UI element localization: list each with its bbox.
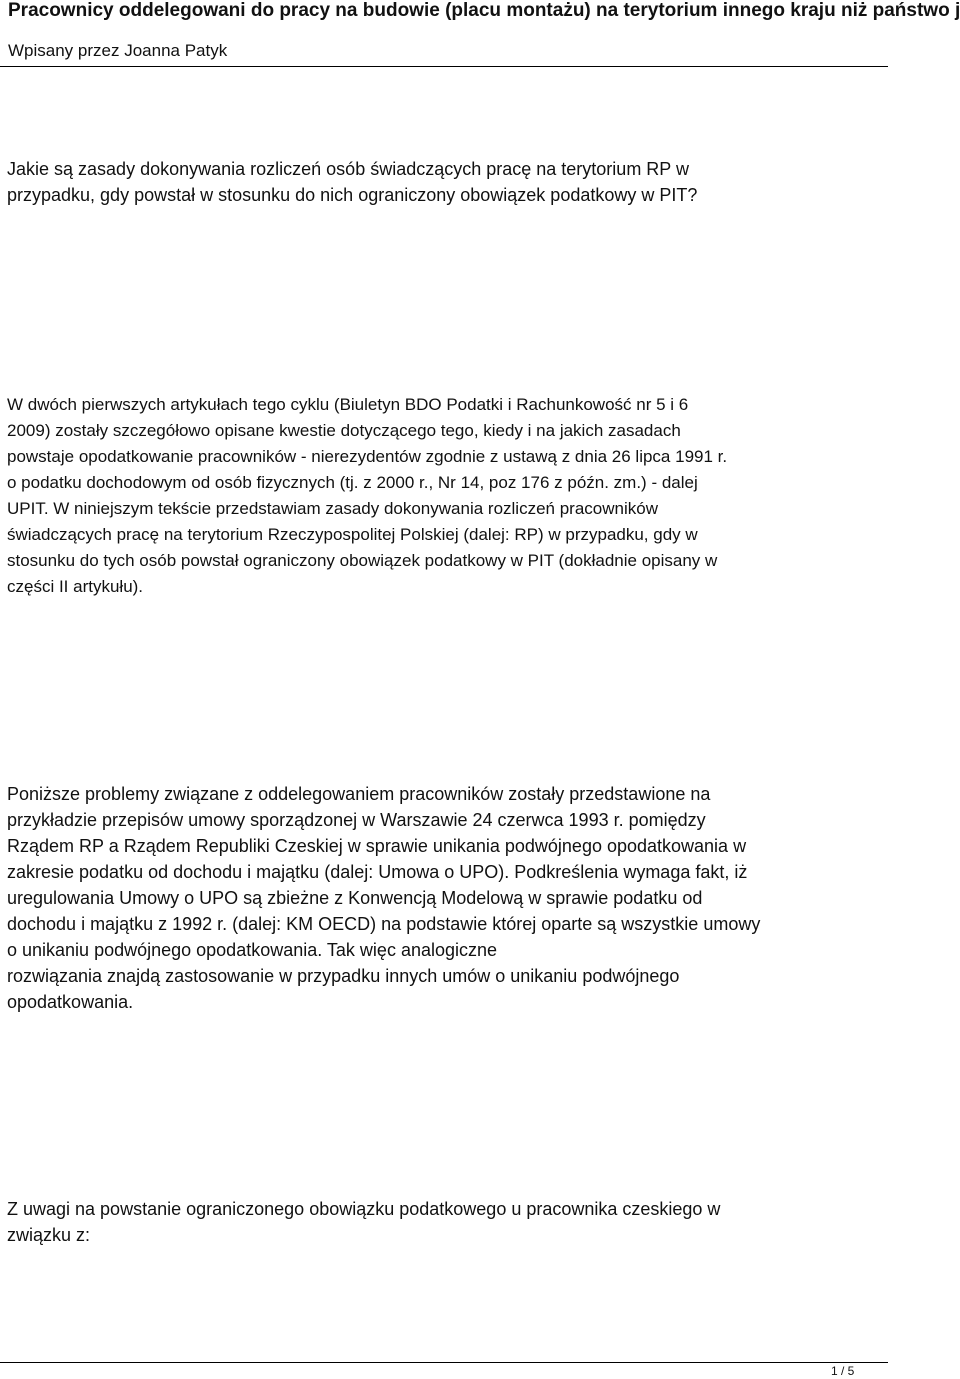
text-line: o podatku dochodowym od osób fizycznych (tj. z 2000 r., Nr 14, poz 176 z późn. zm.) - dalej [7, 473, 698, 492]
page-number: 1 / 5 [831, 1364, 855, 1378]
text-line: W dwóch pierwszych artykułach tego cyklu (Biuletyn BDO Podatki i Rachunkowość nr 5 i 6 [7, 395, 689, 414]
text-line: Rządem RP a Rządem Republiki Czeskiej w sprawie unikania podwójnego opodatkowania w [7, 836, 747, 856]
author-line: Wpisany przez Joanna Patyk [8, 41, 228, 60]
header-divider [0, 66, 888, 67]
czech-worker-paragraph [7, 1196, 877, 1248]
document-title: Pracownicy oddelegowani do pracy na budowie (placu montażu) na terytorium innego kraju niż państwo j [8, 0, 960, 21]
text-line: stosunku do tych osób powstał ograniczony obowiązek podatkowy w PIT (dokładnie opisany w [7, 551, 718, 570]
text-line: świadczących pracę na terytorium Rzeczypospolitej Polskiej (dalej: RP) w przypadku, gdy w [7, 525, 698, 544]
text-line: rozwiązania znajdą zastosowanie w przypadku innych umów o unikaniu podwójnego [7, 966, 680, 986]
text-line: Poniższe problemy związane z oddelegowaniem pracowników zostały przedstawione na [7, 784, 711, 804]
text-line: opodatkowania. [7, 992, 134, 1012]
text-line: Jakie są zasady dokonywania rozliczeń osób świadczących pracę na terytorium RP w [7, 159, 689, 179]
text-line: powstaje opodatkowanie pracowników - nierezydentów zgodnie z ustawą z dnia 26 lipca 1991 r. [7, 447, 728, 466]
text-line: przypadku, gdy powstał w stosunku do nich ograniczony obowiązek podatkowy w PIT? [7, 185, 698, 205]
text-line: Z uwagi na powstanie ograniczonego obowiązku podatkowego u pracownika czeskiego w [7, 1199, 721, 1219]
footer-divider [0, 1362, 888, 1363]
text-line: dochodu i majątku z 1992 r. (dalej: KM OECD) na podstawie której oparte są wszystkie umowy [7, 914, 761, 934]
text-line: przykładzie przepisów umowy sporządzonej w Warszawie 24 czerwca 1993 r. pomiędzy [7, 810, 706, 830]
text-line: związku z: [7, 1225, 91, 1245]
text-line: UPIT. W niniejszym tekście przedstawiam zasady dokonywania rozliczeń pracowników [7, 499, 658, 518]
text-line: zakresie podatku od dochodu i majątku (dalej: Umowa o UPO). Podkreślenia wymaga fakt, iż [7, 862, 748, 882]
problems-paragraph [7, 781, 877, 1015]
question-paragraph [7, 156, 877, 208]
text-line: 2009) zostały szczegółowo opisane kwestie dotyczącego tego, kiedy i na jakich zasadach [7, 421, 681, 440]
intro-paragraph [7, 392, 877, 600]
text-line: części II artykułu). [7, 577, 144, 596]
text-line: o unikaniu podwójnego opodatkowania. Tak więc analogiczne [7, 940, 498, 960]
text-line: uregulowania Umowy o UPO są zbieżne z Konwencją Modelową w sprawie podatku od [7, 888, 703, 908]
